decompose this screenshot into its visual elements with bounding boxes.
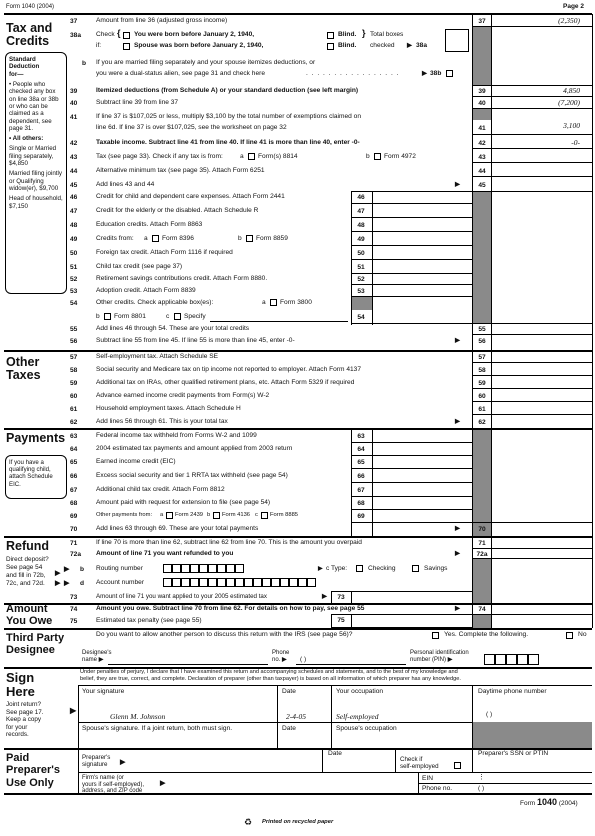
col-line-right xyxy=(592,14,593,628)
taxpayer-signature[interactable]: Glenn M. Johnson xyxy=(110,712,166,721)
shade-46-54 xyxy=(473,191,491,323)
specify-field[interactable] xyxy=(210,321,348,322)
designee-pin-boxes[interactable] xyxy=(484,654,592,665)
section-payments: Payments xyxy=(6,431,66,445)
check-form-2439[interactable] xyxy=(166,512,173,519)
check-spouse-born-1940[interactable] xyxy=(123,43,130,50)
check-checking[interactable] xyxy=(356,565,363,572)
line-75-field[interactable] xyxy=(331,614,472,628)
section-third-party: Third Party Designee xyxy=(6,632,65,656)
form-1040-page-2: Form 1040 (2004) Page 2 Tax and Credits Standard Deduction for— • People who checked any box on line 38a or 38b or who can be claimed as a dependent, see page 31. • All others: Single or Married filing separately, $4,850 Married filing jointly or Qualifying widow(er), $9,700 Head of household, $7,150 Other Taxes Payments If you have a qualifying child, attach Schedule EIC. Refund Direct deposit? See page 54 and fill in 72b, 72c, and 72d. ▶ ▶ Amount You Owe Third Party Designee Sign Here Joint return? See page 17. Keep a copy for your records. Paid Preparer's Use Only 37 Amount from line 36 (adjusted gross income) 37 (2,350) 38a Check if: { You were born before January 2, 1940, Blind. Spouse was born before January 2, 1940, Blind. } Total boxes checked ▶ 38a b If you are married filing separately and your spouse itemizes deductions, or you were a dual-status alien, see page 31 and check here . . . . . . . . . . . . . . . . . ▶ 38b 39 Itemized deductions (from Schedule A) or your standard deduction (see left margin) 39 4,850 40 Subtract line 39 from line 37 40 (7,200) 41 If line 37 is $107,025 or less, multiply $3,100 by the total number of exemptions claimed on line 6d. If line 37 is over $107,025, see the worksheet on page 32 41 3,100 42 Taxable income. Subtract line 41 from line 40. If line 41 is more than line 40, enter -0- 42 -0- 43 Tax (see page 33). Check if any tax is from: a Form(s) 8814 b Form 4972 43 44 Alternative minimum tax (see page 35). Attach Form 6251 44 45 Add lines 43 and 44 ▶ 45 46 Credit for child and dependent care expenses. Attach Form 2441 46 47 Credit for the elderly or the disabled. Attach Schedule R 47 48 Education credits. Attach Form 8863 48 49 Credits from: a Form 8396 b Form 8859 49 50 Foreign tax credit. Attach Form 1116 if required 50 51 Child tax credit (see page 37) 51 52 Retirement savings contributions credit. Attach Form 8880. 52 53 Adoption credit. Attach Form 8839 53 54 Other credits. Check applicable box(es): a Form 3800 b Form 8801 c Specify 54 55 Add lines 46 through 54. These are your total credits 55 56 Subtract line 55 from line 45. If line 55 is more than line 45, enter -0- ▶ 56 57 Self-employment tax. Attach Schedule SE 57 58 Social security and Medicare tax on tip income not reported to employer. Attach Form 4137 58 59 Additional tax on IRAs, other qualified retirement plans, etc. Attach Form 5329 if required 59 60 Advance earned income credit payments from Form(s) W-2 60 61 Household employment taxes. Attach Schedule H 61 62 Add lines 56 through 61. This is your total tax ▶ 62 63 Federal income tax withheld from Forms W-2 and 1099 63 64 2004 estimated tax payments and amount applied from 2003 return 64 65 Earned income credit (EIC) 65 66 Excess social security and tier 1 RRTA tax withheld (see page 54) 66 67 Additional child tax credit. Attach Form 8812 67 68 Amount paid with request for extension to file (see page 54) 68 69 Other payments from: a Form 2439 b Form 4136 c Form 8885 69 70 Add lines 63 through 69. These are your total payments ▶ 70 71 If line 70 is more than line 62, subtract line 62 from line 70. This is the amount you overpaid 71 72a Amount of line 71 you want refunded to you ▶ 72a ▶ b Routing number ▶ c Type: Checking Savings ▶ d Account number 73 Amount of line 71 you want applied to your 2005 estimated tax ▶ 73 74 Amount you owe. Subtract line 70 from line 62. For details on how to pay, see page 55 ▶ 74 75 Estimated tax penalty (see page 55) 75 Do you want to allow another person to discuss this return with the IRS (see page 56)? Yes. Complete the following. No Designee's name ▶ Phone no. ▶ ( ) Personal identification number (PIN) ▶ Under penalties of perjury, I declare that I have examined this return and accompanying schedules and statements, and to the best of my knowledge and belief, they are true, correct, and complete. Declaration of preparer (other than taxpayer) is based on all information of which preparer has any knowledge. ▶ Your signature Date Your occupation Daytime phone number Glenn M. Johnson 2-4-05 Self-employed ( ) Spouse's signature. If a joint return, both must sign. Date Spouse's occupation Preparer's signature ▶ Date Check if self-employed Preparer's SSN or PTIN Firm's name (or yours if self-employed), address, and ZIP code ▶ EIN ⋮ Phone no. ( ) Form 1040 (2004) ♻ Printed on recycled paper xyxy=(0,0,595,836)
check-form-8801[interactable] xyxy=(104,313,111,320)
refund-note: Direct deposit? See page 54 and fill in 72b, 72c, and 72d. xyxy=(6,556,49,587)
line-73-field[interactable] xyxy=(331,591,472,604)
check-you-blind[interactable] xyxy=(327,32,334,39)
shade-63-69 xyxy=(473,428,491,536)
section-amount-owe: Amount You Owe xyxy=(6,603,53,627)
check-form-4972[interactable] xyxy=(374,153,381,160)
check-you-born-1940[interactable] xyxy=(123,32,130,39)
amount-40[interactable]: (7,200) xyxy=(558,98,580,107)
amount-41[interactable]: 3,100 xyxy=(563,121,580,130)
section-sign: Sign Here xyxy=(6,670,35,699)
section-tax-credits: Tax and Credits xyxy=(6,21,53,49)
section-paid-preparer: Paid Preparer's Use Only xyxy=(6,752,60,789)
recycled-paper-note: Printed on recycled paper xyxy=(262,819,334,825)
total-boxes-checked[interactable] xyxy=(445,29,469,52)
perjury-text-1: Under penalties of perjury, I declare that I have examined this return and accompanying schedules and statements, and to the best of my knowledge and xyxy=(80,669,458,675)
shade-75 xyxy=(473,614,491,628)
shade-54 xyxy=(352,296,372,310)
rule-payments xyxy=(4,428,592,430)
routing-number-boxes[interactable] xyxy=(163,564,313,574)
check-form-8859[interactable] xyxy=(246,235,253,242)
page-number: Page 2 xyxy=(563,3,584,10)
sign-note: Joint return? See page 17. Keep a copy for your records. xyxy=(6,701,44,739)
check-form-3800[interactable] xyxy=(270,299,277,306)
footer-form: Form 1040 (2004) xyxy=(520,797,578,807)
preparer-phone-field[interactable]: ( ) xyxy=(478,785,485,792)
daytime-phone-field[interactable]: ( ) xyxy=(486,711,493,718)
recycle-icon: ♻ xyxy=(244,817,253,827)
check-savings[interactable] xyxy=(412,565,419,572)
rule-refund xyxy=(4,536,592,538)
check-specify[interactable] xyxy=(174,313,181,320)
signature-date[interactable]: 2-4-05 xyxy=(286,712,306,721)
mid-col-line-a xyxy=(372,191,373,325)
check-designee-no[interactable] xyxy=(566,632,573,639)
check-designee-yes[interactable] xyxy=(432,632,439,639)
line-37-label: Amount from line 36 (adjusted gross income) xyxy=(96,17,228,24)
check-self-employed[interactable] xyxy=(454,762,461,769)
shade-spouse-phone xyxy=(473,722,592,748)
section-other-taxes: Other Taxes xyxy=(6,355,41,383)
check-form-8814[interactable] xyxy=(248,153,255,160)
header-rule xyxy=(4,13,592,15)
section-refund: Refund xyxy=(6,539,50,553)
designee-question: Do you want to allow another person to discuss this return with the IRS (see page 56)? xyxy=(96,631,353,638)
check-form-8885[interactable] xyxy=(261,512,268,519)
designee-name-field[interactable] xyxy=(108,664,268,665)
shade-41 xyxy=(473,108,491,120)
form-id: Form 1040 (2004) xyxy=(6,4,55,10)
std-deduction-box: Standard Deduction for— • People who checked any box on line 38a or 38b or who can be claimed as a dependent, see page 31. • All others: Single or Married filing separately, $4,850 Married filing jointly or Qualifying widow(er), $9,700 Head of household, $7,150 xyxy=(5,52,67,294)
rule-third-party xyxy=(4,628,592,630)
amount-39[interactable]: 4,850 xyxy=(563,86,580,95)
designee-phone-field[interactable] xyxy=(296,664,406,665)
rule-other-taxes xyxy=(4,350,592,352)
taxpayer-occupation[interactable]: Self-employed xyxy=(336,712,379,721)
check-spouse-blind[interactable] xyxy=(327,43,334,50)
shade-37-39 xyxy=(473,26,491,85)
amount-42[interactable]: -0- xyxy=(571,138,580,147)
shade-72 xyxy=(473,558,491,603)
account-number-boxes[interactable] xyxy=(163,578,323,588)
check-38b[interactable] xyxy=(446,70,453,77)
amount-37[interactable]: (2,350) xyxy=(558,16,580,25)
check-form-4136[interactable] xyxy=(213,512,220,519)
check-form-8396[interactable] xyxy=(152,235,159,242)
perjury-text-2: belief, they are true, correct, and complete. Declaration of preparer (other than taxpayer) is based on all information of which preparer has any knowledge. xyxy=(80,676,461,682)
payments-note: If you have a qualifying child, attach Schedule EIC. xyxy=(5,455,67,499)
